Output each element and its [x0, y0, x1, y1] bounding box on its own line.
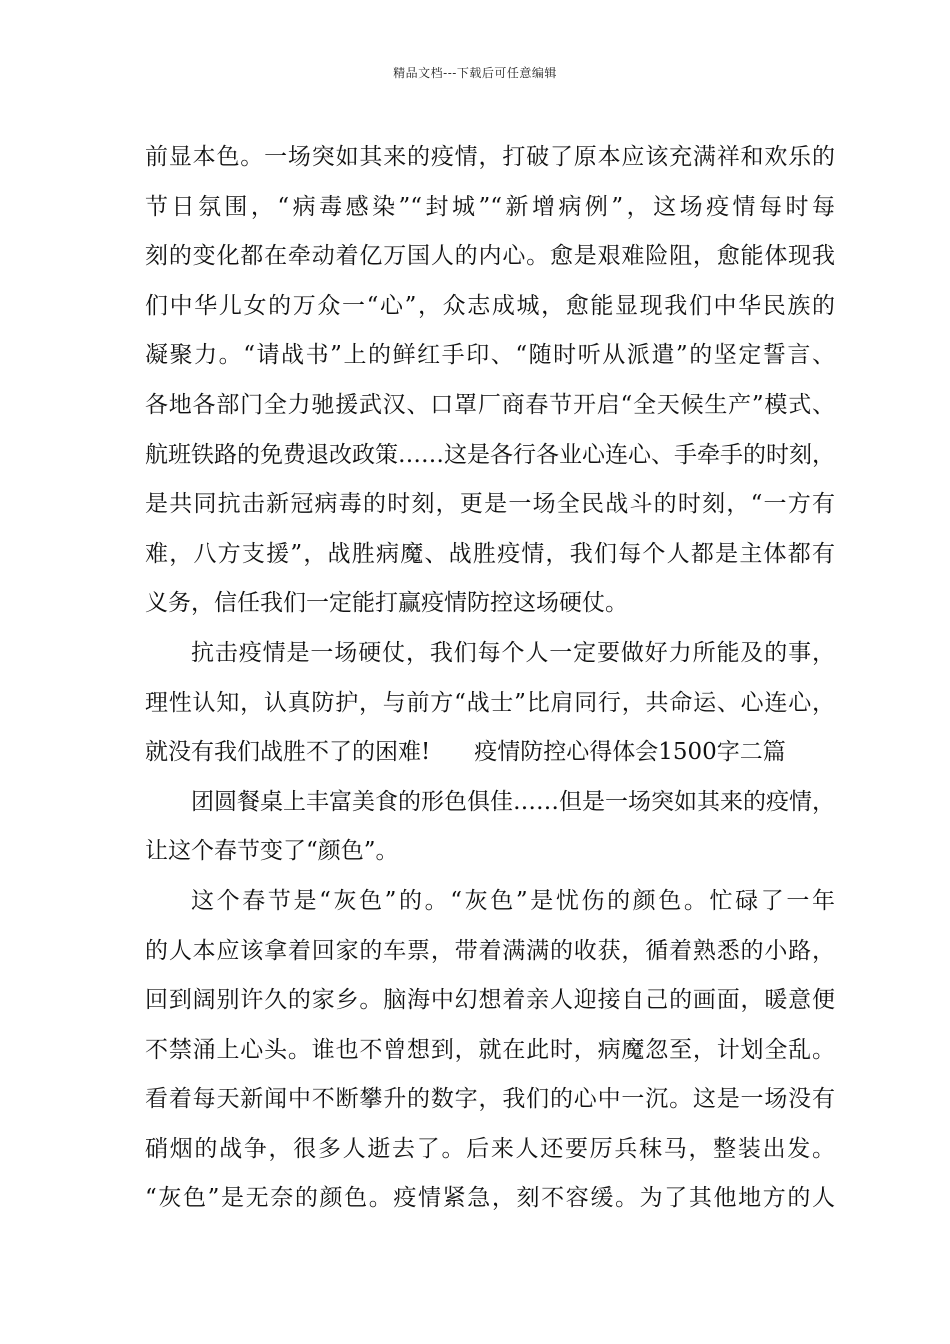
- text-line: 让这个春节变了“颜色”。: [145, 838, 399, 865]
- document-body: [145, 133, 835, 1224]
- paragraph-start-line: 这个春节是“灰色”的。“灰色”是忧伤的颜色。忙碌了一年: [191, 887, 835, 914]
- text-line: 各地各部门全力驰援武汉、口罩厂商春节开启“全天候生产”模式、: [145, 391, 835, 418]
- text-line: 刻的变化都在牵动着亿万国人的内心。愈是艰难险阻，愈能体现我: [145, 243, 835, 270]
- paragraph-start-line: 抗击疫情是一场硬仗，我们每个人一定要做好力所能及的事，: [191, 639, 835, 666]
- text-line: 不禁涌上心头。谁也不曾想到，就在此时，病魔忽至，计划全乱。: [145, 1036, 835, 1063]
- text-line: 们中华儿女的万众一“心”，众志成城，愈能显现我们中华民族的: [145, 292, 835, 319]
- text-line: 难，八方支援”，战胜病魔、战胜疫情，我们每个人都是主体都有: [145, 540, 835, 567]
- text-line: 凝聚力。“请战书”上的鲜红手印、“随时听从派遣”的坚定誓言、: [145, 342, 835, 369]
- text-line: 的人本应该拿着回家的车票，带着满满的收获，循着熟悉的小路，: [145, 937, 835, 964]
- text-line: 回到阔别许久的家乡。脑海中幻想着亲人迎接自己的画面，暖意便: [145, 987, 835, 1014]
- text-line: 是共同抗击新冠病毒的时刻，更是一场全民战斗的时刻，“一方有: [145, 491, 835, 518]
- page-header: 精品文档---下载后可任意编辑: [393, 66, 557, 80]
- text-line: 节日氛围，“病毒感染”“封城”“新增病例”，这场疫情每时每: [145, 193, 835, 220]
- text-line: 看着每天新闻中不断攀升的数字，我们的心中一沉。这是一场没有: [145, 1086, 835, 1113]
- text-line: 航班铁路的免费退改政策……这是各行各业心连心、手牵手的时刻，: [145, 441, 835, 468]
- text-fragment: 就没有我们战胜不了的困难!: [145, 739, 431, 766]
- text-line: “灰色”是无奈的颜色。疫情紧急，刻不容缓。为了其他地方的人: [145, 1185, 835, 1212]
- text-line: 硝烟的战争，很多人逝去了。后来人还要厉兵秣马，整装出发。: [145, 1135, 835, 1162]
- text-line: 理性认知，认真防护，与前方“战士”比肩同行，共命运、心连心，: [145, 689, 835, 716]
- text-line: 前显本色。一场突如其来的疫情，打破了原本应该充满祥和欢乐的: [145, 144, 835, 170]
- section-heading: 疫情防控心得体会1500字二篇: [474, 739, 786, 766]
- text-line: 义务，信任我们一定能打赢疫情防控这场硬仗。: [145, 590, 628, 617]
- text-line-with-heading: [145, 728, 835, 778]
- paragraph-start-line: 团圆餐桌上丰富美食的形色俱佳……但是一场突如其来的疫情，: [191, 788, 835, 815]
